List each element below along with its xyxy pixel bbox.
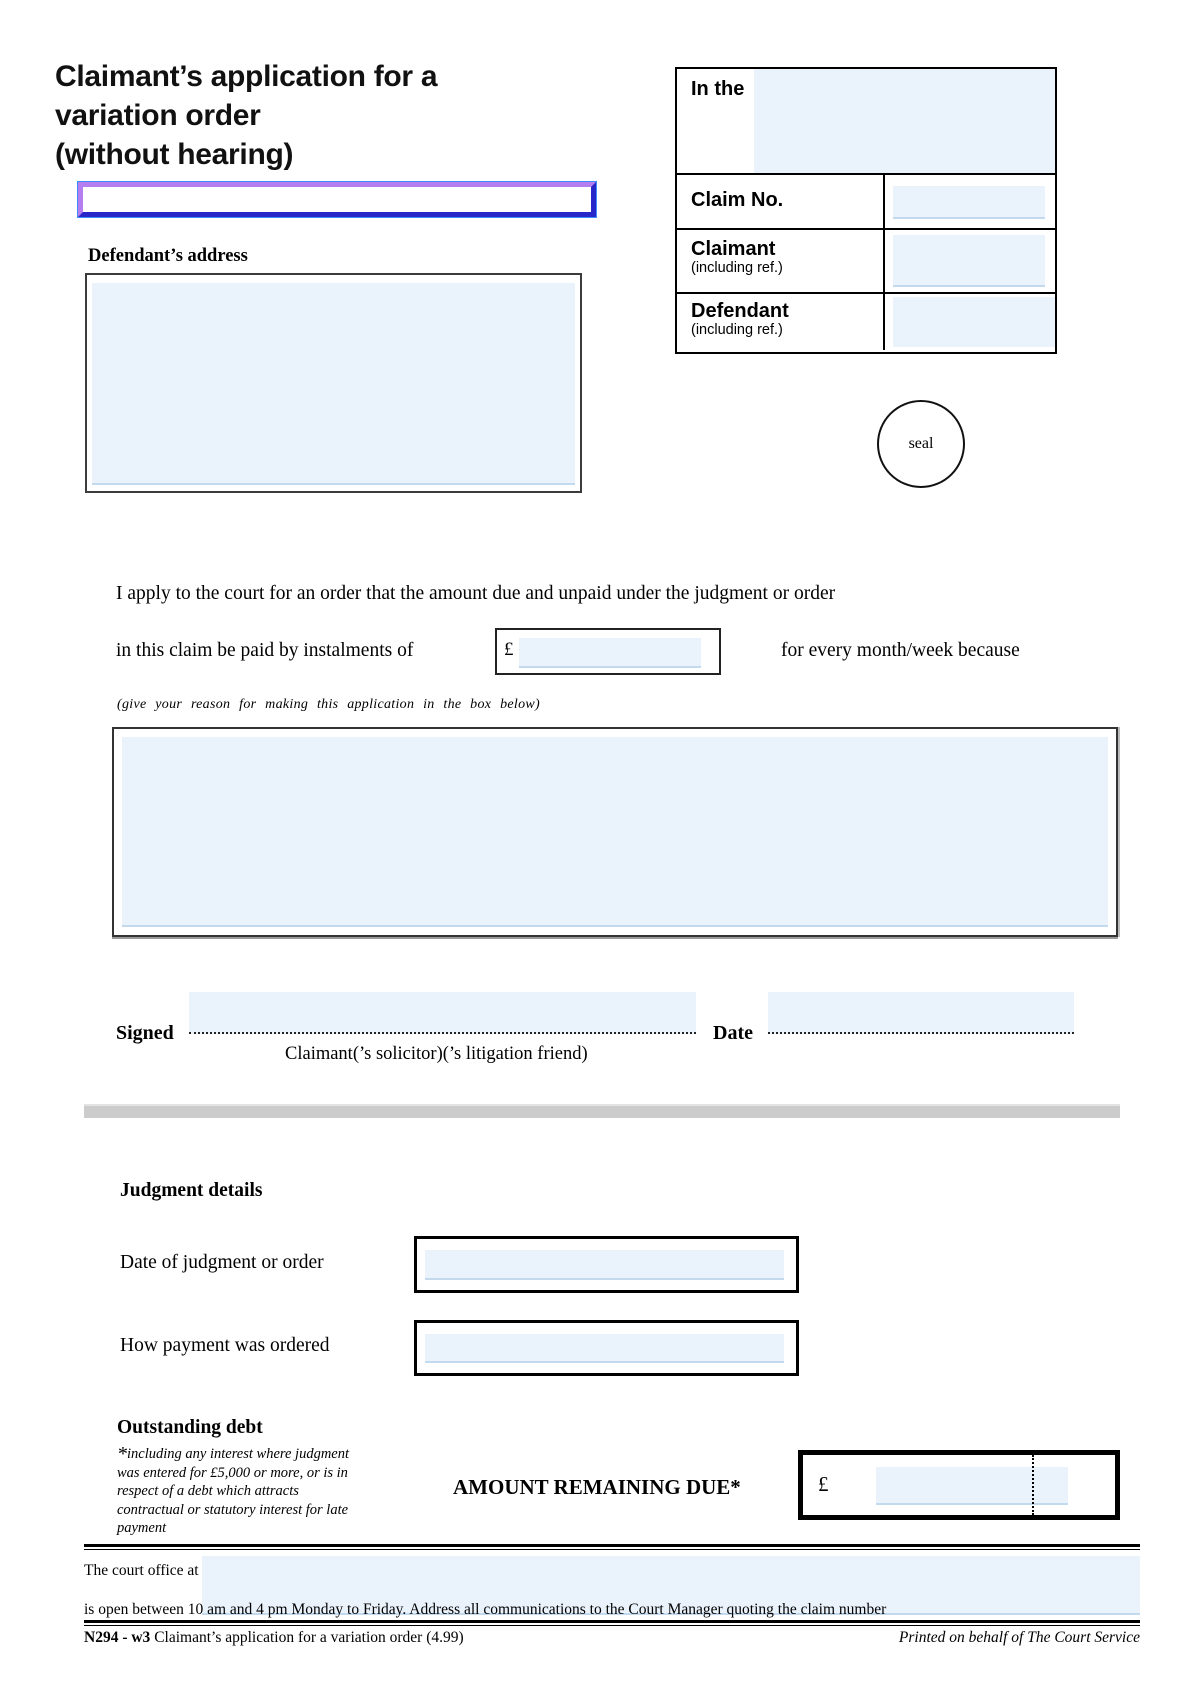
pence-divider-dotted-line [1032,1455,1034,1515]
how-payment-input[interactable] [425,1334,784,1363]
claimant-row [677,228,1055,292]
judgment-date-input[interactable] [425,1250,784,1280]
note-text: including any interest where judgment was entered for £5,000 or more, or is in respect of a debt which attracts contractual or statutory interest for late payment [117,1446,350,1536]
claimant-input[interactable] [893,235,1045,287]
printed-by-text: Printed on behalf of The Court Service [898,1629,1140,1646]
claimant-ref-label: (including ref.) [691,260,783,276]
section-divider [84,1104,1120,1118]
court-seal [877,400,965,488]
footer-bottom-rule [84,1620,1140,1626]
date-label: Date [713,1022,753,1044]
defendant-input[interactable] [893,297,1055,347]
reason-box[interactable] [112,727,1118,937]
claimant-label: Claimant [691,238,776,260]
signed-date-input[interactable] [768,992,1074,1034]
defendant-row [677,292,1055,350]
defendant-address-box[interactable] [85,273,582,493]
seal-label: seal [908,435,934,452]
defendant-address-input[interactable] [92,283,575,485]
defendant-label: Defendant [691,300,789,322]
column-divider [883,230,885,292]
outstanding-debt-note [117,1445,357,1538]
judgment-date-label: Date of judgment or order [120,1252,324,1273]
apply-statement-line2-prefix: in this claim be paid by instalments of [116,640,414,661]
page-title-line1: Claimant’s application for a [55,60,438,93]
instalment-amount-input[interactable] [519,638,701,668]
pound-sign: £ [504,639,514,660]
apply-statement-line2-suffix: for every month/week because [781,640,1020,661]
court-name-field-inner[interactable] [78,182,596,217]
claim-no-input[interactable] [893,186,1045,219]
amount-remaining-label: AMOUNT REMAINING DUE* [453,1475,741,1499]
judgment-date-box[interactable] [414,1236,799,1293]
defendant-ref-label: (including ref.) [691,322,783,338]
defendant-address-label: Defendant’s address [88,246,248,266]
page-title-line2: variation order [55,99,261,132]
apply-statement-line1: I apply to the court for an order that the amount due and unpaid under the judgment or order [116,583,836,604]
outstanding-debt-heading: Outstanding debt [117,1417,263,1438]
instalment-amount-box[interactable] [495,628,721,675]
signed-label: Signed [116,1022,174,1044]
footer-top-rule [84,1544,1140,1550]
claim-no-row [677,173,1055,228]
amount-remaining-input[interactable] [876,1467,1068,1505]
how-payment-box[interactable] [414,1320,799,1376]
court-office-label: The court office at [84,1562,199,1579]
court-name-input[interactable] [754,69,1055,173]
signed-caption: Claimant(’s solicitor)(’s litigation friend) [285,1044,588,1064]
case-details-table [675,67,1057,354]
amount-pound-sign: £ [818,1472,829,1496]
court-name-field[interactable] [77,181,597,218]
form-caption: Claimant’s application for a variation order (4.99) [154,1629,464,1646]
column-divider [883,294,885,350]
amount-remaining-box[interactable] [798,1450,1120,1520]
reason-hint: (give your reason for making this application in the box below) [117,697,540,712]
in-the-label: In the [691,78,745,100]
column-divider [883,175,885,228]
in-the-row [677,69,1055,173]
claim-no-label: Claim No. [691,189,784,211]
how-payment-label: How payment was ordered [120,1335,330,1356]
reason-input[interactable] [122,737,1108,927]
judgment-details-heading: Judgment details [120,1180,263,1201]
signed-input[interactable] [189,992,696,1034]
page-title [55,57,575,174]
form-id: N294 - w3 [84,1629,151,1646]
note-asterisk: * [117,1443,127,1465]
page-title-line3: (without hearing) [55,138,294,171]
open-hours-text: is open between 10 am and 4 pm Monday to Friday. Address all communications to the Court Manager quoting the claim number [84,1601,887,1618]
form-id-line [84,1629,464,1647]
